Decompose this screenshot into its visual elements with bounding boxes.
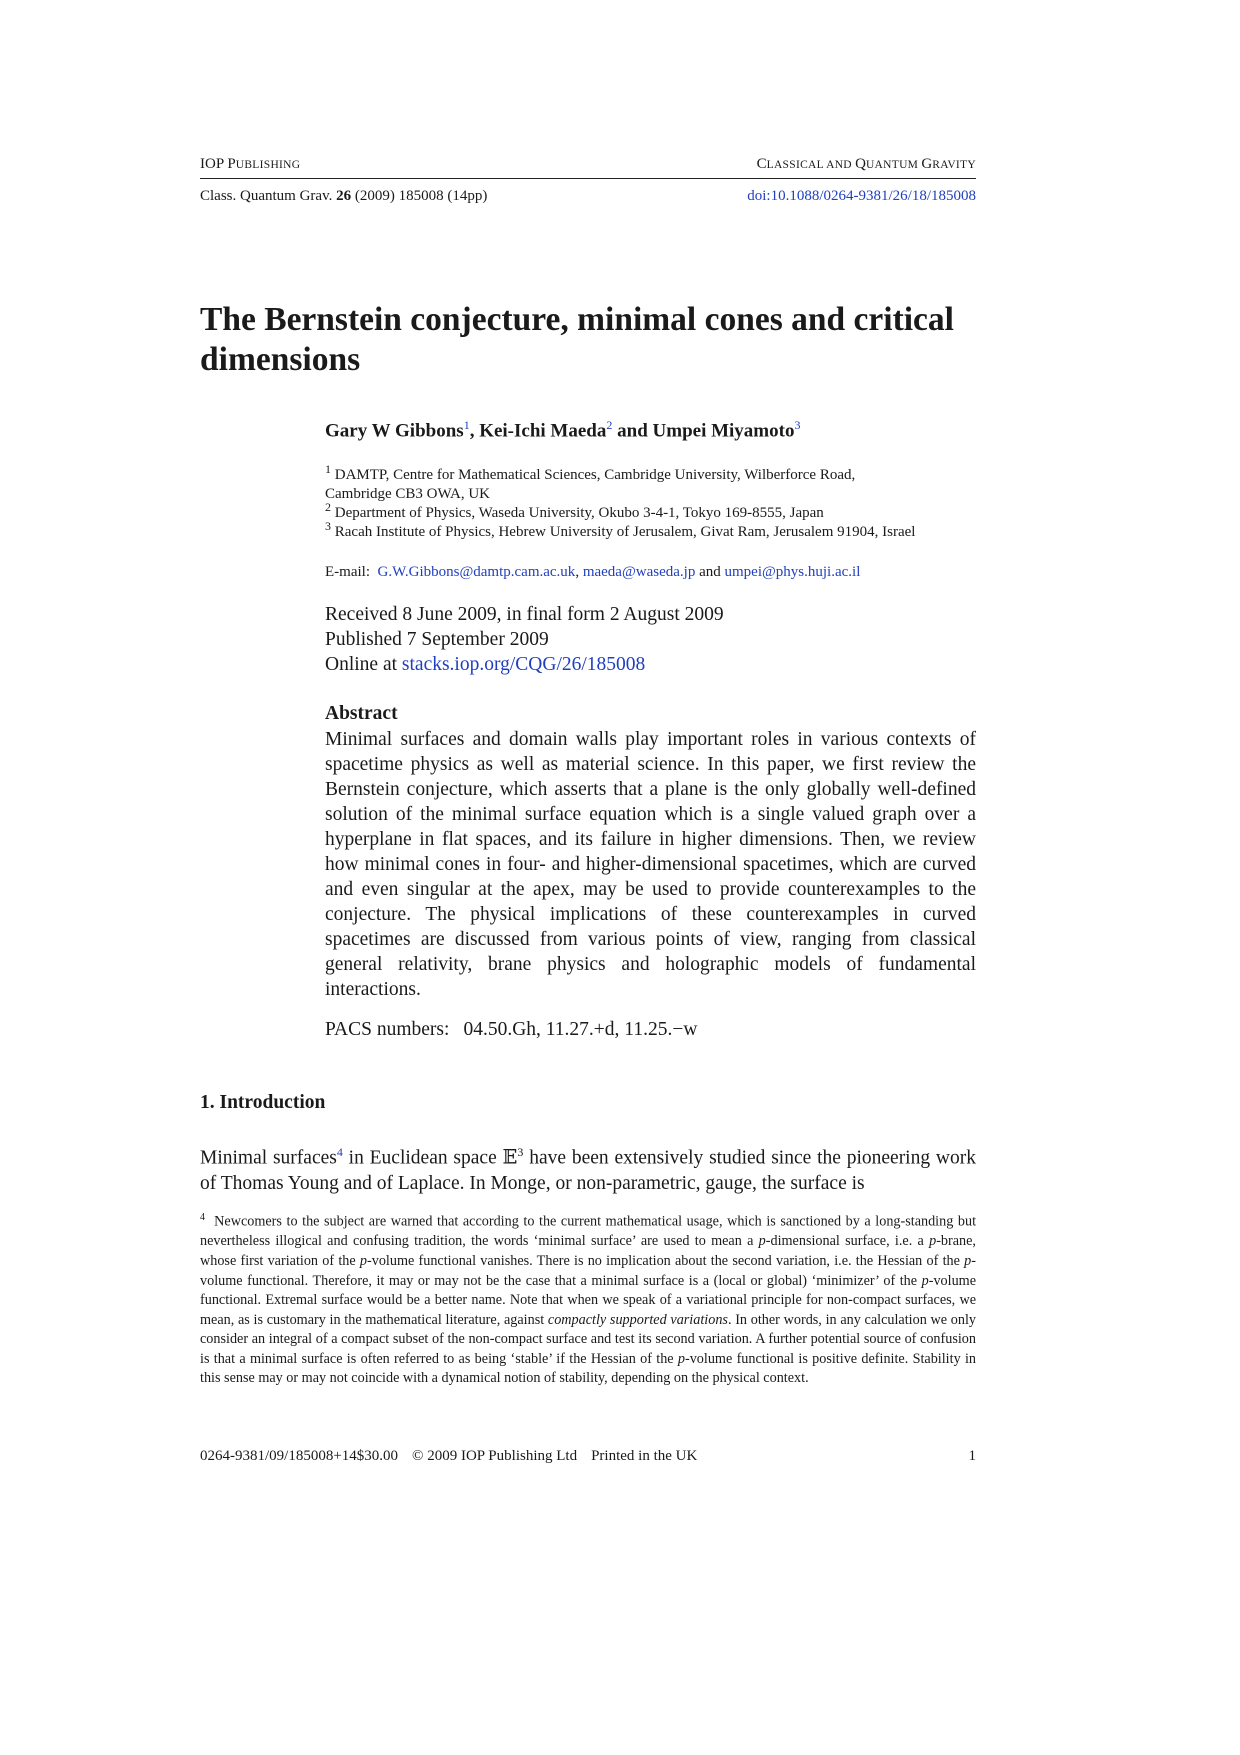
publisher-first: IOP P <box>200 156 236 172</box>
footer-copyright: © 2009 IOP Publishing Ltd <box>412 1448 578 1464</box>
footnote-text: -volume functional vanishes. There is no implication about the second variation, i.e. the Hessian of the <box>367 1252 965 1269</box>
publisher-name <box>200 156 300 173</box>
author-affiliation-link[interactable]: 2 <box>606 418 613 432</box>
author-separator: , <box>469 420 480 442</box>
footnote-text: -volume functional. Extremal surface would be a better name. Note that when we speak of a variational principle for non-compact surfaces, we mean, as is customary in the mathematical literature, against <box>200 1272 976 1328</box>
intro-text: in Euclidean space <box>342 1147 503 1169</box>
abstract-heading: Abstract <box>325 703 398 724</box>
intro-text: have been extensively studied since the pioneering work of Thomas Young and of Laplace. In Monge, or non-parametric, gauge, the surface is <box>200 1147 976 1194</box>
footnote-text: -dimensional surface, i.e. a <box>765 1233 930 1250</box>
email-label: E-mail: <box>325 564 370 580</box>
citation-suffix: (2009) 185008 (14pp) <box>351 188 488 204</box>
paper-title: The Bernstein conjecture, minimal cones and critical dimensions <box>200 301 954 378</box>
pacs-line <box>325 1019 697 1041</box>
intro-text: Minimal surfaces <box>200 1147 337 1169</box>
author-name: Kei-Ichi Maeda <box>479 420 607 442</box>
affiliation-3 <box>325 517 915 542</box>
journal-cap-3: G <box>921 156 933 172</box>
space-exponent: 3 <box>517 1145 524 1159</box>
footnote-mark: 4 <box>200 1212 205 1223</box>
citation-volume: 26 <box>336 188 352 204</box>
journal-rest-3: RAVITY <box>932 159 976 171</box>
footnote-4 <box>200 1208 976 1389</box>
footnote-text: . In other words, in any calculation we only consider an integral of a compact subset of the non-compact surface and test its second variation. A further potential source of confusion is that a minimal surface is often referred to as being ‘stable’ if the Hessian of the <box>200 1311 976 1367</box>
footnote-italic: compactly supported variations <box>547 1311 728 1328</box>
journal-name <box>757 156 976 173</box>
intro-paragraph <box>200 1140 976 1196</box>
footnote-link[interactable]: 4 <box>336 1145 343 1159</box>
author-name: Umpei Miyamoto <box>652 420 795 442</box>
online-url-link[interactable]: stacks.iop.org/CQG/26/185008 <box>401 654 646 675</box>
author-and: and <box>612 420 653 442</box>
journal-cap-2: Q <box>855 156 866 172</box>
footnote-italic: p <box>964 1252 972 1269</box>
received-date: Received 8 June 2009, in final form 2 August 2009 <box>325 604 724 625</box>
online-label: Online at <box>325 654 402 675</box>
pacs-values: 04.50.Gh, 11.27.+d, 11.25.−w <box>463 1019 698 1040</box>
abstract-text: Minimal surfaces and domain walls play important roles in various contexts of spacetime physics as well as material science. In this paper, we first review the Bernstein conjecture, which asserts that a plane is the only globally well-defined solution of the minimal surface equation which is a single valued graph over a hyperplane in flat spaces, and its failure in higher dimensions. Then, we review how minimal cones in four- and higher-dimensional spacetimes, which are curved and even singular at the apex, may be used to provide counterexamples to the conjecture. The physical implications of these counterexamples in curved spacetimes are discussed from various points of view, ranging from classical general relativity, brane physics and holographic models of fundamental interactions. <box>325 729 976 1000</box>
affiliation-mark: 2 <box>325 500 331 514</box>
email-line <box>325 564 860 581</box>
footnote-text: -volume functional is positive definite. Stability in this sense may or may not coincide with a dynamical notion of stability, depending on the physical context. <box>200 1350 976 1387</box>
online-line <box>325 652 645 677</box>
footnote-italic: p <box>359 1252 367 1269</box>
author-list <box>325 418 800 442</box>
footnote-text: Newcomers to the subject are warned that according to the current mathematical usage, which is sanctioned by a long-standing but nevertheless illogical and confusing tradition, the words ‘minimal surface’ are used to mean a <box>200 1213 977 1250</box>
footnote-text: -brane, whose first variation of the <box>200 1233 976 1269</box>
page-number: 1 <box>968 1448 976 1464</box>
citation-prefix: Class. Quantum Grav. <box>200 188 337 204</box>
journal-rest-2: UANTUM <box>865 159 922 171</box>
email-link[interactable]: G.W.Gibbons@damtp.cam.ac.uk <box>377 564 576 580</box>
footnote-italic: p <box>677 1350 685 1367</box>
section-heading-introduction: 1. Introduction <box>200 1092 326 1113</box>
footnote-italic: p <box>921 1272 929 1289</box>
footnote-italic: p <box>758 1233 766 1250</box>
affiliation-line: DAMTP, Centre for Mathematical Sciences, Cambridge University, Wilberforce Road, <box>334 467 856 483</box>
author-affiliation-link[interactable]: 1 <box>463 418 470 432</box>
author-affiliation-link[interactable]: 3 <box>794 418 801 432</box>
affiliation-line: Racah Institute of Physics, Hebrew University of Jerusalem, Givat Ram, Jerusalem 91904, Israel <box>334 524 916 540</box>
published-date: Published 7 September 2009 <box>325 629 549 650</box>
pacs-label: PACS numbers: <box>325 1019 450 1040</box>
email-separator: , <box>575 564 583 580</box>
doi-container <box>747 188 976 205</box>
email-link[interactable]: umpei@phys.huji.ac.il <box>724 564 861 580</box>
publisher-rest: UBLISHING <box>235 159 301 171</box>
author-name: Gary W Gibbons <box>325 420 464 442</box>
affiliation-mark: 1 <box>325 462 331 476</box>
euclidean-space-symbol: 𝔼 <box>502 1147 518 1169</box>
affiliation-line: Cambridge CB3 OWA, UK <box>325 486 490 502</box>
email-link[interactable]: maeda@waseda.jp <box>582 564 696 580</box>
footer-printed: Printed in the UK <box>591 1448 698 1464</box>
header-rule <box>200 178 976 179</box>
footer-info <box>200 1448 697 1465</box>
doi-link[interactable]: doi:10.1088/0264-9381/26/18/185008 <box>747 188 976 204</box>
journal-cap-1: C <box>756 156 767 172</box>
affiliation-line: Department of Physics, Waseda University, Okubo 3-4-1, Tokyo 169-8555, Japan <box>334 505 824 521</box>
footer-code: 0264-9381/09/185008+14$30.00 <box>200 1448 399 1464</box>
footnote-text: -volume functional. Therefore, it may or may not be the case that a minimal surface is a (local or global) ‘minimizer’ of the <box>200 1252 976 1289</box>
affiliation-mark: 3 <box>325 519 331 533</box>
journal-rest-1: LASSICAL AND <box>766 159 856 171</box>
email-and: and <box>695 564 725 580</box>
footnote-italic: p <box>929 1233 937 1250</box>
citation <box>200 188 487 205</box>
